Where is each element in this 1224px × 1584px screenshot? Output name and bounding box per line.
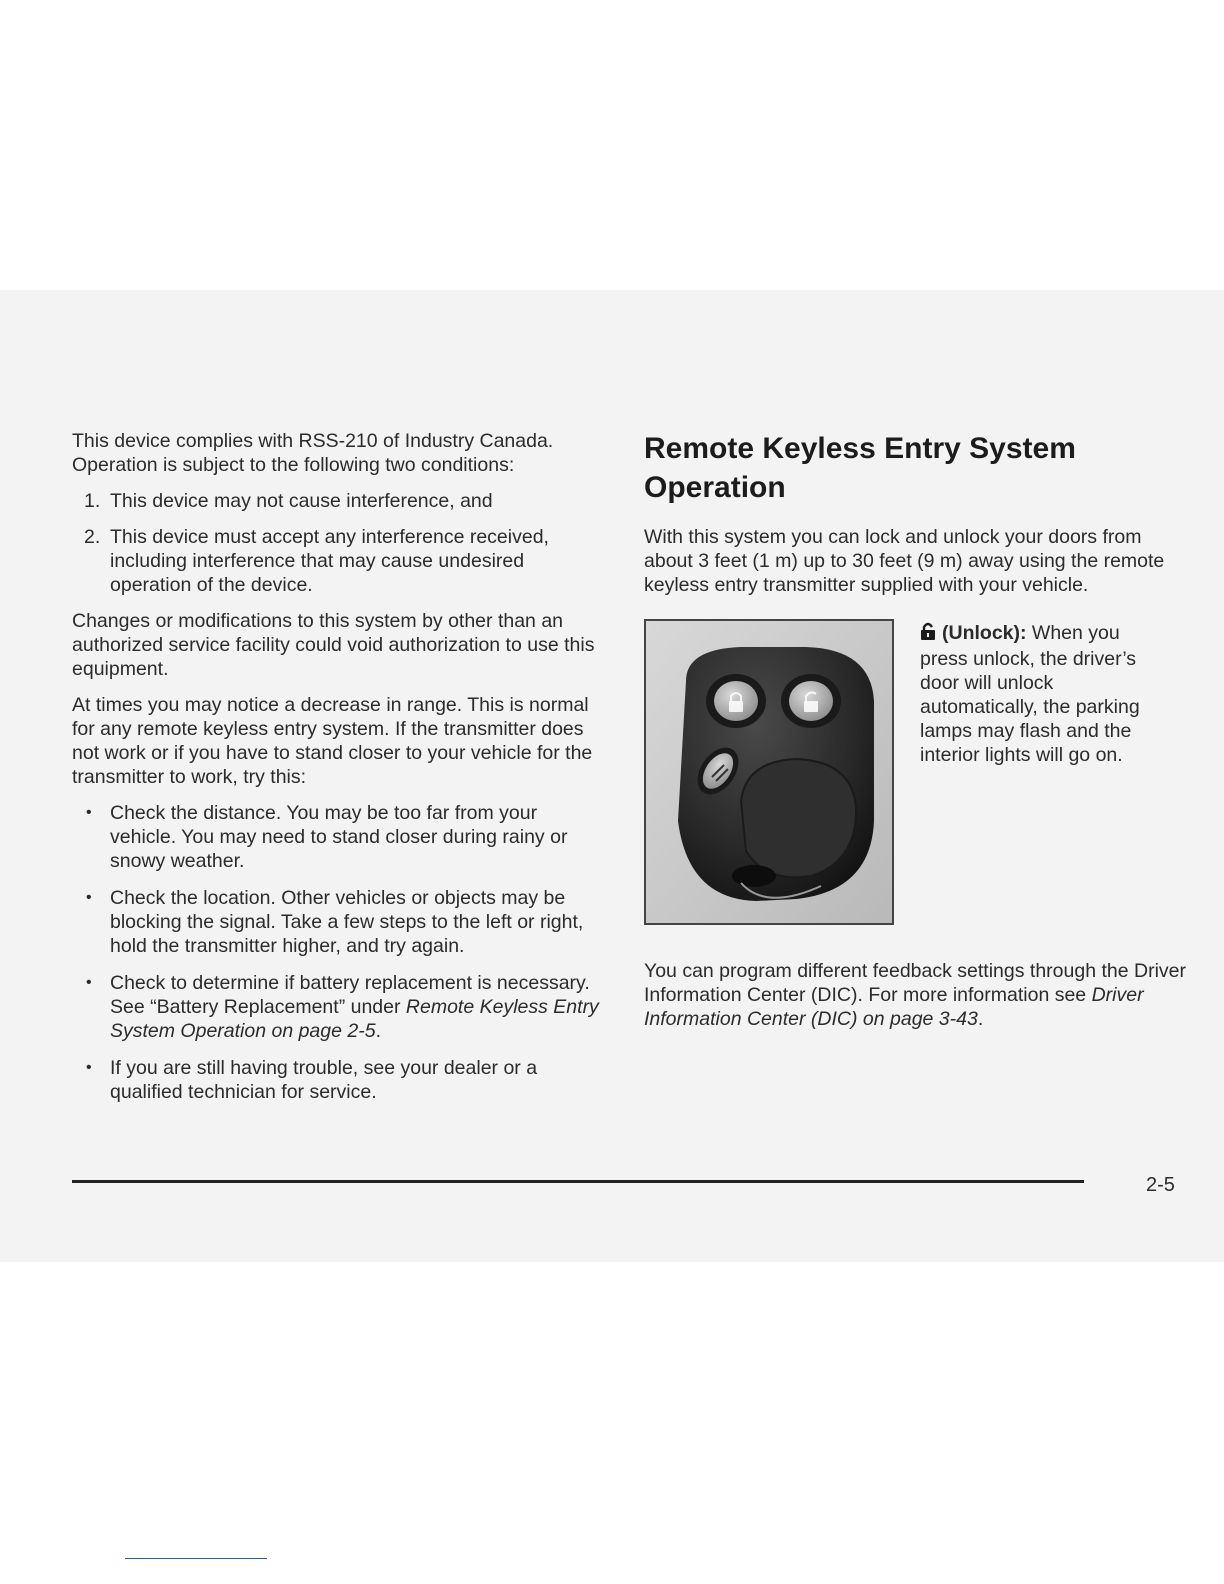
conditions-list <box>72 489 602 597</box>
bullet-text: If you are still having trouble, see your dealer or a qualified technician for service. <box>110 1057 538 1103</box>
list-item <box>72 525 602 597</box>
intro-paragraph: With this system you can lock and unlock your doors from about 3 feet (1 m) up to 30 feet (9 m) away using the remote keyless entry transmitter supplied with your vehicle. <box>644 526 1165 596</box>
right-column <box>644 429 1189 1031</box>
bullet-icon: • <box>86 1059 92 1076</box>
bullet-icon: • <box>86 974 92 991</box>
list-item <box>72 1056 602 1104</box>
key-ring-hole <box>732 865 776 887</box>
bullet-text: Check to determine if battery replacement is necessary. See “Battery Replacement” under <box>110 972 590 1018</box>
left-column <box>72 429 602 1117</box>
key-fob-photo <box>644 619 894 925</box>
unlock-description <box>920 621 1170 767</box>
troubleshoot-list <box>72 801 602 1104</box>
modifications-paragraph: Changes or modifications to this system by other than an authorized service facility could void authorization to use this equipment. <box>72 610 595 680</box>
lock-button-glyph-icon <box>729 701 743 712</box>
list-item <box>72 971 602 1043</box>
list-number: 2. <box>84 526 101 548</box>
list-item <box>72 801 602 873</box>
list-item <box>72 886 602 958</box>
bullet-icon: • <box>86 804 92 821</box>
feedback-paragraph <box>644 959 1189 1031</box>
bullet-text-end: . <box>375 1020 381 1042</box>
bottom-link-underline <box>125 1558 267 1559</box>
range-paragraph: At times you may notice a decrease in range. This is normal for any remote keyless entry system. If the transmitter does not work or if you have to stand closer to your vehicle for the transmitter to work, try this: <box>72 694 593 788</box>
section-heading: Remote Keyless Entry System Operation <box>644 432 1076 504</box>
unlock-button-glyph-icon <box>804 701 818 712</box>
list-text: This device may not cause interference, and <box>110 490 493 512</box>
list-text: This device must accept any interference received, including interference that may cause undesired operation of the device. <box>110 526 549 596</box>
bullet-text: Check the distance. You may be too far from your vehicle. You may need to stand closer during rainy or snowy weather. <box>110 802 568 872</box>
cross-reference: Remote Keyless Entry System Operation on page 2-5 <box>110 996 599 1042</box>
feedback-text-end: . <box>977 1008 984 1030</box>
bullet-text: Check the location. Other vehicles or objects may be blocking the signal. Take a few steps to the left or right, hold the transmitter higher, and try again. <box>110 887 584 957</box>
figure-row <box>644 619 1189 929</box>
key-fob-illustration <box>646 621 892 923</box>
footer-rule <box>72 1180 1084 1183</box>
list-number: 1. <box>84 490 101 512</box>
unlock-label: (Unlock): <box>942 622 1027 644</box>
fob-recess <box>741 759 856 877</box>
list-item <box>72 489 602 513</box>
feedback-text: You can program different feedback settings through the Driver Information Center (DIC). For more information see <box>644 960 1186 1006</box>
cross-reference: Driver Information Center (DIC) on page 3-43 <box>644 984 1144 1030</box>
unlock-icon <box>920 622 936 647</box>
bullet-icon: • <box>86 889 92 906</box>
unlock-text: When you press unlock, the driver’s door will unlock automatically, the parking lamps may flash and the interior lights will go on. <box>920 622 1140 766</box>
page-number: 2-5 <box>1146 1174 1175 1196</box>
compliance-paragraph: This device complies with RSS-210 of Industry Canada. Operation is subject to the following two conditions: <box>72 430 554 476</box>
